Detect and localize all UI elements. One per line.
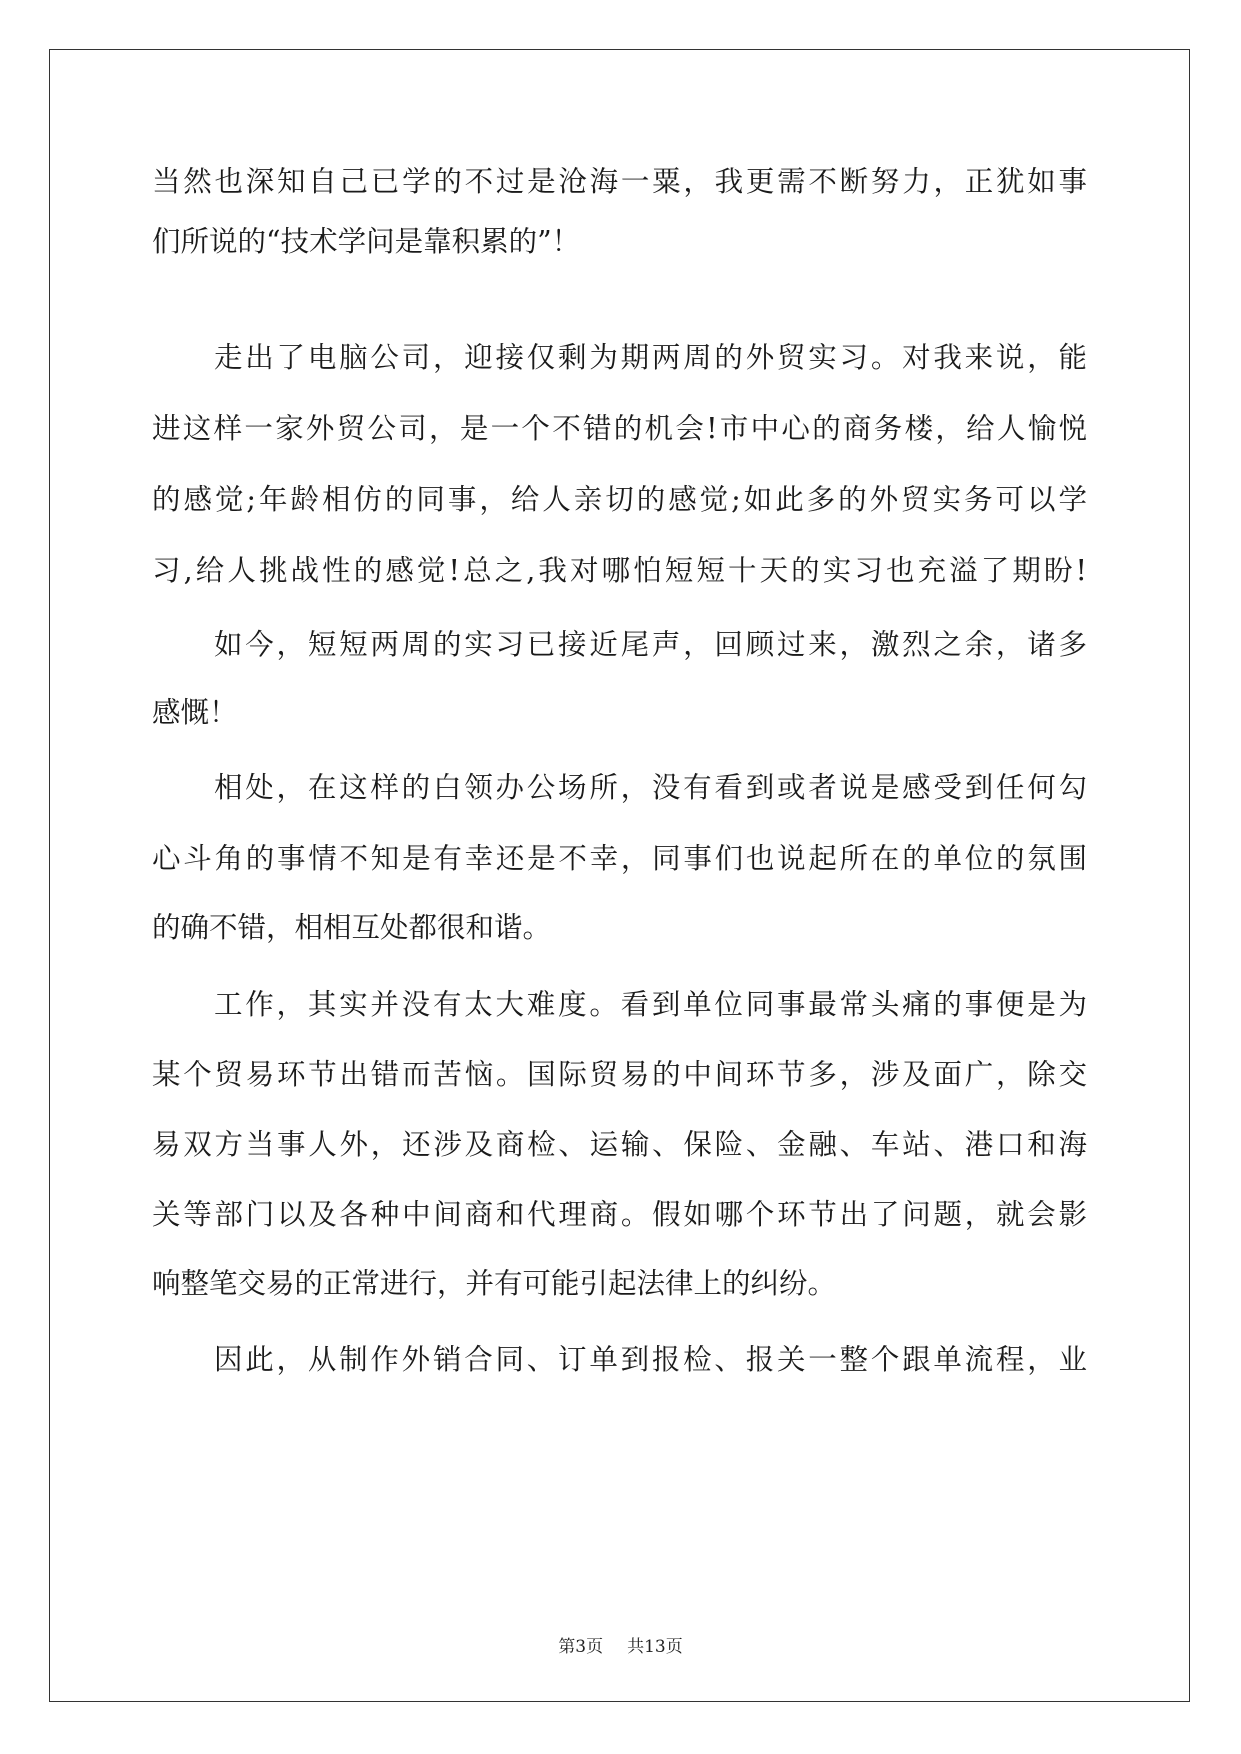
text-line: 易双方当事人外，还涉及商检、运输、保险、金融、车站、港口和海	[152, 1128, 1087, 1161]
text-line: 相处，在这样的白领办公场所，没有看到或者说是感受到任何勾	[214, 771, 1087, 804]
text-line: 某个贸易环节出错而苦恼。国际贸易的中间环节多，涉及面广，除交	[152, 1058, 1087, 1091]
text-line: 工作，其实并没有太大难度。看到单位同事最常头痛的事便是为	[214, 988, 1087, 1021]
page-total: 共13页	[627, 1637, 683, 1657]
page-number: 第3页	[558, 1637, 604, 1657]
text-line: 走出了电脑公司，迎接仅剩为期两周的外贸实习。对我来说，能	[214, 341, 1087, 374]
text-line: 习,给人挑战性的感觉!总之,我对哪怕短短十天的实习也充溢了期盼!	[152, 554, 1087, 587]
text-line: 感慨！	[152, 696, 238, 729]
text-line: 的感觉;年龄相仿的同事，给人亲切的感觉;如此多的外贸实务可以学	[152, 483, 1087, 516]
text-line: 的确不错，相相互处都很和谐。	[152, 911, 552, 944]
text-line: 进这样一家外贸公司，是一个不错的机会!市中心的商务楼，给人愉悦	[152, 412, 1087, 445]
text-line: 关等部门以及各种中间商和代理商。假如哪个环节出了问题，就会影	[152, 1198, 1087, 1231]
page-footer	[0, 1636, 1241, 1658]
text-line: 响整笔交易的正常进行，并有可能引起法律上的纠纷。	[152, 1267, 837, 1300]
text-line: 因此，从制作外销合同、订单到报检、报关一整个跟单流程，业	[214, 1343, 1087, 1376]
text-line: 如今，短短两周的实习已接近尾声，回顾过来，激烈之余，诸多	[214, 628, 1087, 661]
text-line: 们所说的“技术学问是靠积累的”！	[152, 225, 581, 258]
text-line: 心斗角的事情不知是有幸还是不幸，同事们也说起所在的单位的氛围	[152, 842, 1087, 875]
text-line: 当然也深知自己已学的不过是沧海一粟，我更需不断努力，正犹如事	[152, 165, 1087, 198]
